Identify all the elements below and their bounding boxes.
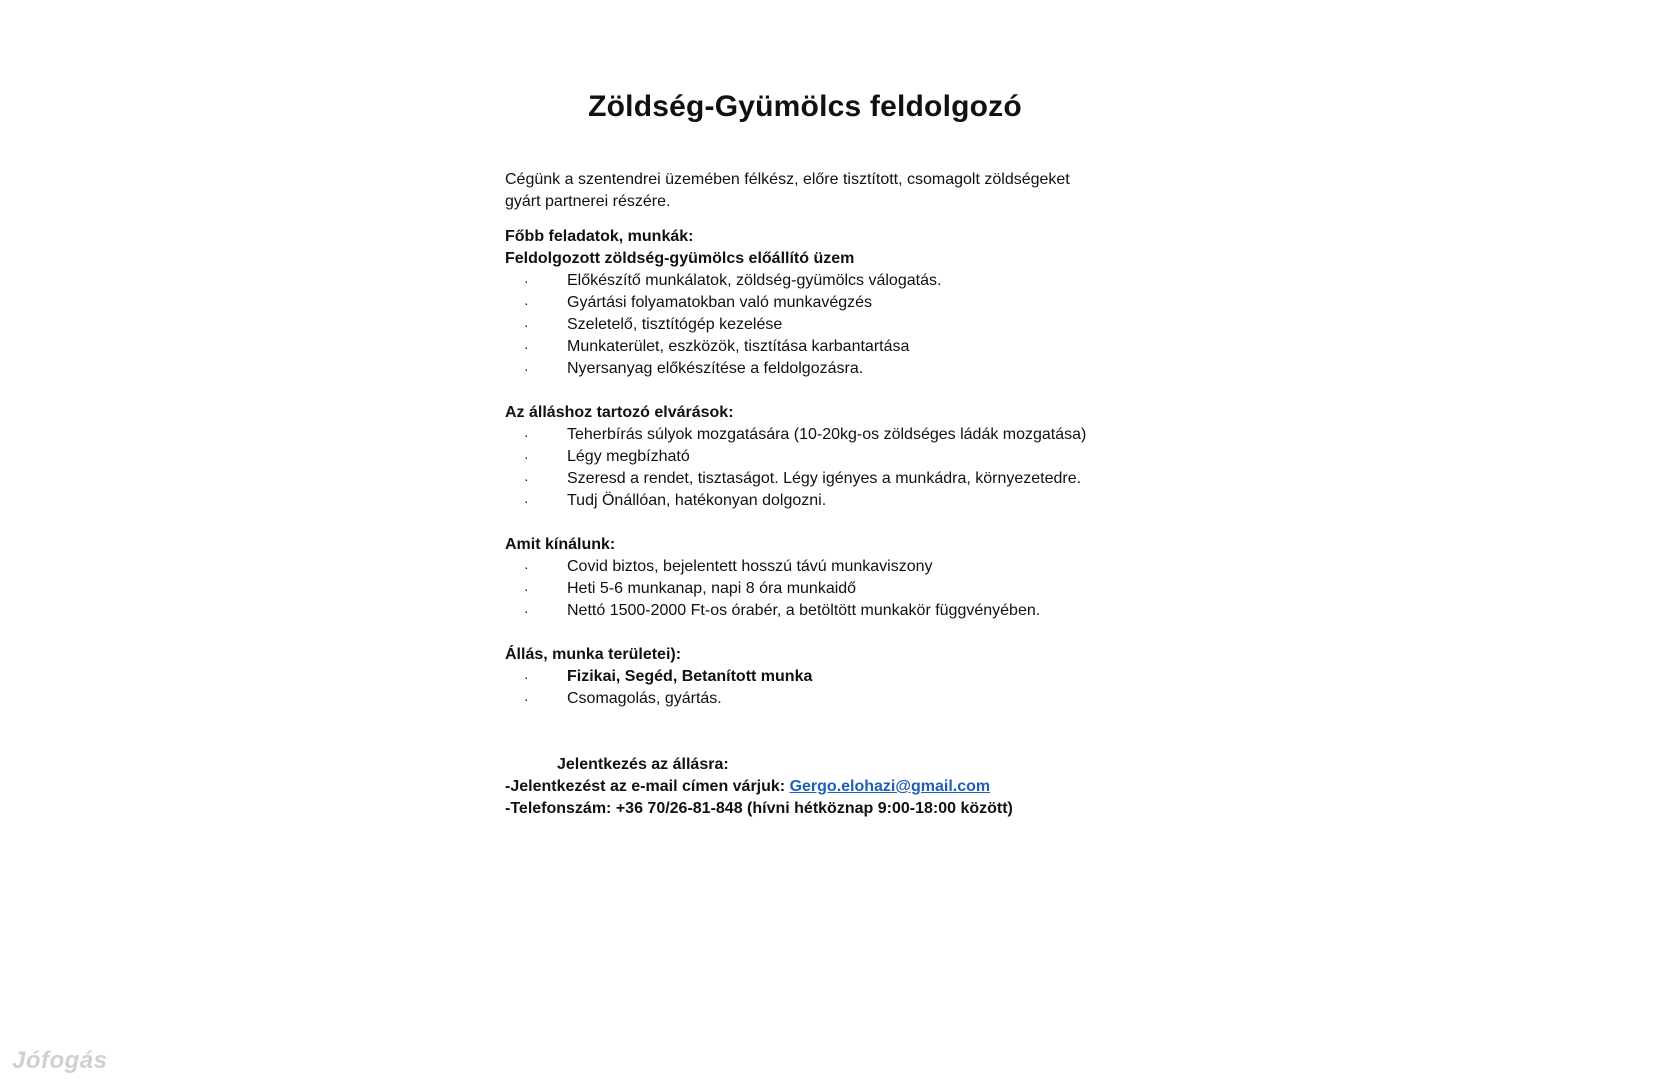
list-item-text: Csomagolás, gyártás.	[567, 690, 722, 707]
list-item	[505, 666, 1145, 688]
requirements-heading: Az álláshoz tartozó elvárások:	[505, 404, 734, 421]
bullet-icon: ·	[524, 669, 529, 685]
bullet-icon: ·	[524, 493, 529, 509]
apply-heading: Jelentkezés az állásra:	[557, 756, 729, 773]
list-item	[505, 688, 1145, 710]
list-item-text: Nettó 1500-2000 Ft-os órabér, a betöltött munkakör függvényében.	[567, 602, 1041, 619]
bullet-icon: ·	[524, 317, 529, 333]
list-item-text: Gyártási folyamatokban való munkavégzés	[567, 294, 873, 311]
list-item	[505, 578, 1145, 600]
list-item-text: Munkaterület, eszközök, tisztítása karbantartása	[567, 338, 910, 355]
list-item	[505, 292, 1145, 314]
bullet-icon: ·	[524, 559, 529, 575]
watermark-logo: Jófogás	[12, 1047, 108, 1074]
list-item	[505, 358, 1145, 380]
list-item-text: Teherbírás súlyok mozgatására (10-20kg-os zöldséges ládák mozgatása)	[567, 426, 1087, 443]
list-item-text: Covid biztos, bejelentett hosszú távú munkaviszony	[567, 558, 933, 575]
phone-line: -Telefonszám: +36 70/26-81-848 (hívni hétköznap 9:00-18:00 között)	[505, 800, 1013, 817]
bullet-icon: ·	[524, 603, 529, 619]
intro-line: gyárt partnerei részére.	[505, 193, 671, 210]
list-item-text: Nyersanyag előkészítése a feldolgozásra.	[567, 360, 864, 377]
list-item-text: Szeletelő, tisztítógép kezelése	[567, 316, 783, 333]
list-item	[505, 314, 1145, 336]
list-item-text: Fizikai, Segéd, Betanított munka	[567, 668, 813, 685]
requirements-list	[505, 424, 1145, 512]
areas-list	[505, 666, 1145, 710]
tasks-section	[505, 226, 1145, 380]
list-item	[505, 468, 1145, 490]
intro-line: Cégünk a szentendrei üzemében félkész, előre tisztított, csomagolt zöldségeket	[505, 171, 1070, 188]
bullet-icon: ·	[524, 449, 529, 465]
list-item-text: Légy megbízható	[567, 448, 690, 465]
list-item-text: Szeresd a rendet, tisztaságot. Légy igényes a munkádra, környezetedre.	[567, 470, 1082, 487]
bullet-icon: ·	[524, 471, 529, 487]
apply-section	[505, 754, 1145, 820]
list-item	[505, 424, 1145, 446]
list-item	[505, 490, 1145, 512]
intro-paragraph	[505, 169, 1145, 213]
email-link[interactable]: Gergo.elohazi@gmail.com	[789, 778, 991, 795]
requirements-section	[505, 402, 1145, 512]
list-item	[505, 556, 1145, 578]
list-item-text: Előkészítő munkálatok, zöldség-gyümölcs válogatás.	[567, 272, 942, 289]
bullet-icon: ·	[524, 273, 529, 289]
list-item	[505, 446, 1145, 468]
bullet-icon: ·	[524, 295, 529, 311]
bullet-icon: ·	[524, 361, 529, 377]
list-item	[505, 270, 1145, 292]
tasks-heading: Főbb feladatok, munkák:	[505, 228, 694, 245]
tasks-subheading: Feldolgozott zöldség-gyümölcs előállító üzem	[505, 250, 855, 267]
list-item	[505, 600, 1145, 622]
email-label: -Jelentkezést az e-mail címen várjuk:	[505, 778, 790, 795]
bullet-icon: ·	[524, 427, 529, 443]
bullet-icon: ·	[524, 581, 529, 597]
list-item	[505, 336, 1145, 358]
bullet-icon: ·	[524, 339, 529, 355]
areas-heading: Állás, munka területei):	[505, 646, 682, 663]
offer-heading: Amit kínálunk:	[505, 536, 616, 553]
offer-section	[505, 534, 1145, 622]
email-line	[505, 776, 1145, 798]
bullet-icon: ·	[524, 691, 529, 707]
list-item-text: Tudj Önállóan, hatékonyan dolgozni.	[567, 492, 827, 509]
tasks-list	[505, 270, 1145, 380]
page-title: Zöldség-Gyümölcs feldolgozó	[588, 90, 1022, 123]
list-item-text: Heti 5-6 munkanap, napi 8 óra munkaidő	[567, 580, 857, 597]
areas-section	[505, 644, 1145, 710]
offer-list	[505, 556, 1145, 622]
document-body	[505, 169, 1145, 820]
